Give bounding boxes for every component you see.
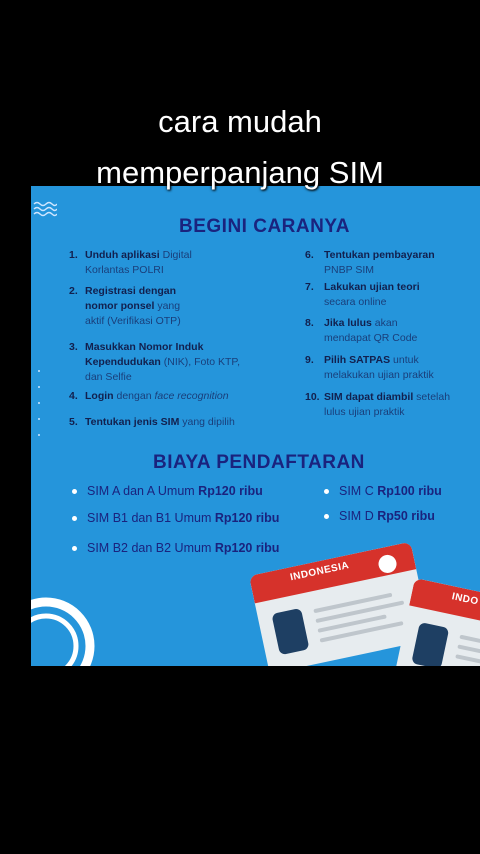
card-photo bbox=[411, 622, 449, 666]
step-italic-text: face recognition bbox=[154, 390, 229, 402]
step-text-line2: mendapat QR Code bbox=[324, 332, 418, 344]
fee-price: Rp100 ribu bbox=[377, 484, 442, 498]
step-number: 4. bbox=[69, 390, 78, 402]
step-bold-text: Tentukan jenis SIM bbox=[85, 416, 180, 428]
step-text: Digital bbox=[159, 249, 192, 261]
step-text: untuk bbox=[390, 354, 419, 366]
fee-label: SIM A dan A Umum bbox=[87, 484, 199, 498]
step-text-line2: melakukan ujian praktik bbox=[324, 369, 434, 381]
step-bold-text: Jika lulus bbox=[324, 317, 372, 329]
step-text-line2: Korlantas POLRI bbox=[85, 264, 164, 276]
fee-price: Rp50 ribu bbox=[377, 509, 435, 523]
section-title-steps: BEGINI CARANYA bbox=[179, 216, 350, 237]
fee-item bbox=[339, 484, 442, 498]
step-text-line2: yang bbox=[154, 300, 181, 312]
fee-price: Rp120 ribu bbox=[214, 511, 280, 525]
step-text: akan bbox=[371, 317, 398, 329]
step-text-line3: dan Selfie bbox=[85, 371, 132, 383]
step-text-line2: lulus ujian praktik bbox=[324, 406, 405, 418]
card-label: INDONESIA bbox=[289, 560, 351, 584]
step-8 bbox=[305, 316, 475, 346]
step-text: yang dipilih bbox=[179, 416, 235, 428]
step-number: 8. bbox=[305, 317, 314, 329]
step-number: 9. bbox=[305, 354, 314, 366]
caption-line-2: memperpanjang SIM bbox=[96, 155, 384, 190]
fee-item bbox=[339, 509, 435, 523]
section-title-fees: BIAYA PENDAFTARAN bbox=[153, 452, 365, 473]
card-label: INDO bbox=[450, 591, 480, 608]
step-text-line2: PNBP SIM bbox=[324, 264, 374, 276]
fee-label: SIM B2 dan B2 Umum bbox=[87, 541, 215, 555]
step-text: dengan bbox=[113, 390, 155, 402]
step-10 bbox=[305, 390, 477, 420]
step-number: 3. bbox=[69, 341, 78, 353]
ring-icon bbox=[31, 596, 96, 666]
step-1 bbox=[69, 248, 269, 278]
step-number: 5. bbox=[69, 416, 78, 428]
step-2 bbox=[69, 284, 269, 329]
fee-price: Rp120 ribu bbox=[198, 484, 263, 498]
step-number: 10. bbox=[305, 391, 320, 403]
step-9 bbox=[305, 353, 475, 383]
step-bold-text-line2: Kependudukan bbox=[85, 356, 161, 368]
step-7 bbox=[305, 280, 475, 310]
step-text: setelah bbox=[413, 391, 451, 403]
step-5 bbox=[69, 415, 289, 430]
fee-item bbox=[87, 484, 263, 498]
step-bold-text: Login bbox=[85, 390, 114, 402]
step-number: 1. bbox=[69, 249, 78, 261]
step-bold-text: Unduh aplikasi bbox=[85, 249, 160, 261]
fee-item bbox=[87, 511, 279, 525]
step-text-line2: secara online bbox=[324, 296, 387, 308]
caption-line-1: cara mudah bbox=[158, 104, 322, 139]
step-number: 6. bbox=[305, 249, 314, 261]
step-bold-text: Masukkan Nomor Induk bbox=[85, 341, 204, 353]
step-bold-text-line2: nomor ponsel bbox=[85, 300, 155, 312]
step-bold-text: Lakukan ujian teori bbox=[324, 281, 420, 293]
step-bold-text: Registrasi dengan bbox=[85, 285, 177, 297]
fee-label: SIM D bbox=[339, 509, 378, 523]
step-bold-text: Tentukan pembayaran bbox=[324, 249, 435, 261]
step-number: 7. bbox=[305, 281, 314, 293]
infographic-panel bbox=[31, 186, 480, 666]
step-bold-text: Pilih SATPAS bbox=[324, 354, 391, 366]
step-4 bbox=[69, 389, 289, 404]
fee-label: SIM B1 dan B1 Umum bbox=[87, 511, 215, 525]
step-bold-text: SIM dapat diambil bbox=[324, 391, 414, 403]
card-photo bbox=[271, 608, 309, 655]
step-text-line3: aktif (Verifikasi OTP) bbox=[85, 315, 181, 327]
fee-price: Rp120 ribu bbox=[214, 541, 280, 555]
step-6 bbox=[305, 248, 475, 278]
step-3 bbox=[69, 340, 269, 385]
fee-item bbox=[87, 541, 279, 555]
waves-icon bbox=[33, 200, 57, 218]
fee-label: SIM C bbox=[339, 484, 378, 498]
step-text-line2: (NIK), Foto KTP, bbox=[160, 356, 241, 368]
step-number: 2. bbox=[69, 285, 78, 297]
